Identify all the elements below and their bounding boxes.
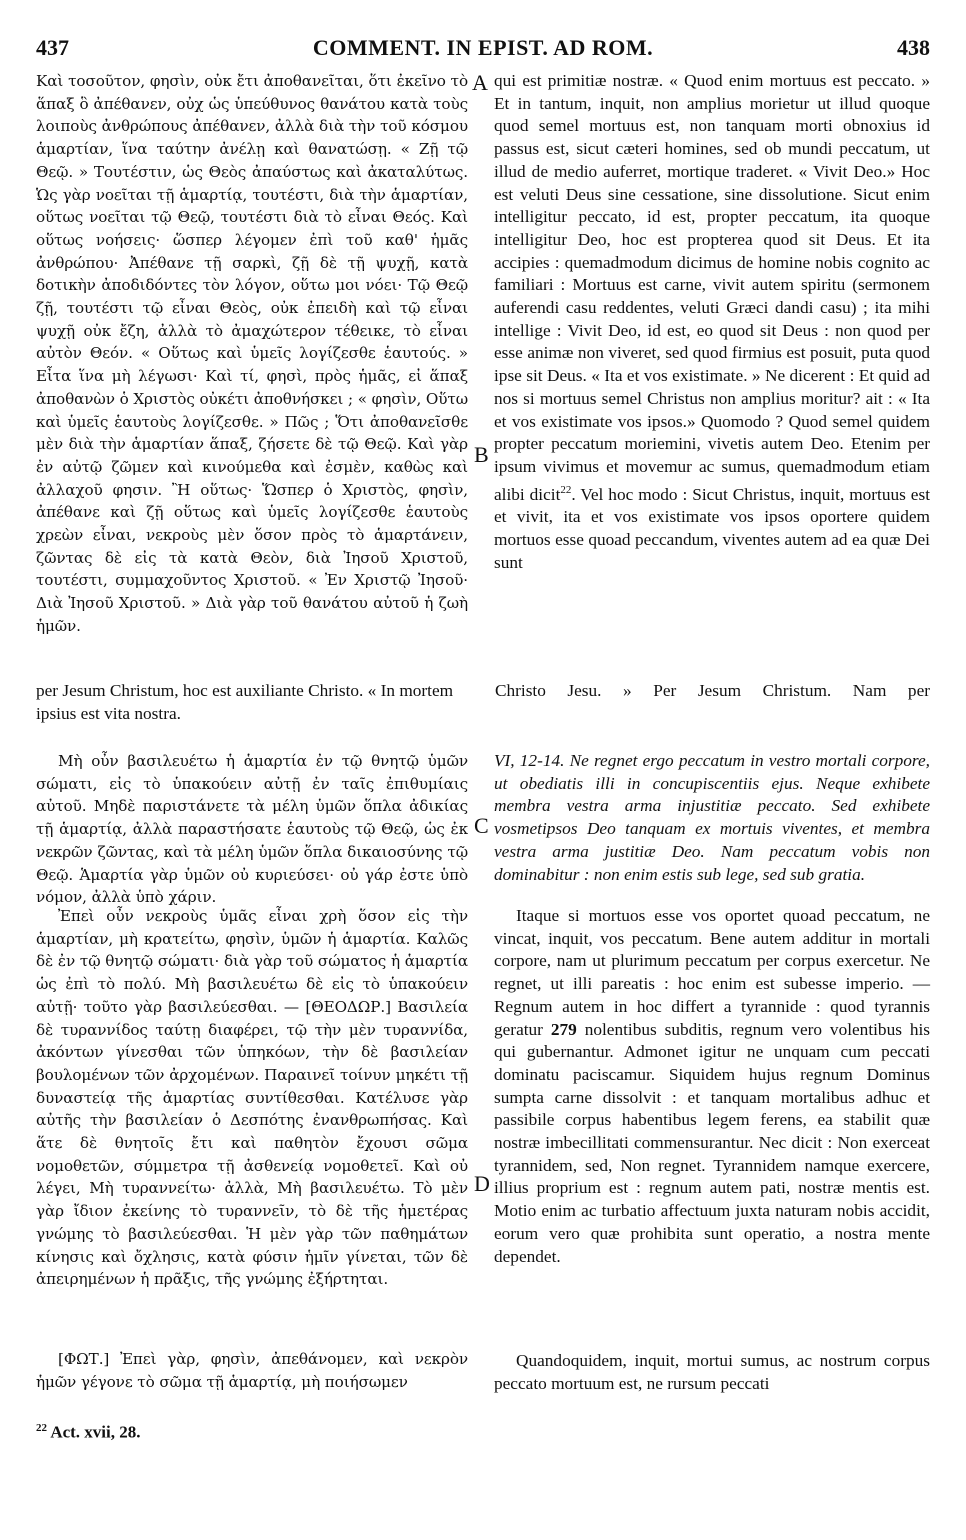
latin-paragraph-2 (494, 905, 930, 1268)
section-marker-c: C (474, 813, 489, 838)
greek-paragraph-2: Μὴ οὖν βασιλευέτω ἡ ἁμαρτία ἐν τῷ θνητῷ ὑμῶν σώματι, εἰς τὸ ὑπακούειν αὐτῇ ἐν ταῖς ἐπιθυμίαις αὐτοῦ. Μηδὲ παριστάνετε τὰ μέλη ὑμῶν ὅπλα ἀδικίας τῇ ἁμαρτίᾳ, ἀλλὰ παραστήσατε ἑαυτοὺς τῷ Θεῷ, ὡς ἐκ νεκρῶν ζῶντας, καὶ τὰ μέλη ὑμῶν ὅπλα δικαιοσύνης τῷ Θεῷ. Ἁμαρτία γὰρ ὑμῶν οὐ κυριεύσει· οὐ γάρ ἐστε ὑπὸ νόμον, ἀλλὰ ὑπὸ χάριν. (36, 752, 468, 907)
bridge-left-text: per Jesum Christum, hoc est auxiliante Christo. « In mortem ipsius est vita nostra. (36, 681, 454, 723)
latin-column-section-2 (494, 905, 930, 1343)
verse-block (494, 750, 930, 884)
running-head (36, 36, 930, 60)
section-marker-d: D (474, 1171, 490, 1196)
verse-text: VI, 12-14. Ne regnet ergo peccatum in vestro mortali corpore, ut obediatis illi in concupiscentiis ejus. Neque exhibete membra vestra arma injustitiæ peccato. Sed exhibete vosmetipsos Deo tanquam ex mortuis viventes, et membra vestra arma justitiæ Deo. Nam peccatum vobis non dominabitur : non enim estis sub lege, sed sub gratia. (494, 751, 930, 884)
page-number-left: 437 (36, 35, 69, 60)
latin-column-section-3 (494, 1350, 930, 1398)
greek-column-section-1 (36, 70, 468, 678)
bridge-row (36, 680, 930, 725)
latin-column-section-1 (494, 70, 930, 678)
greek-column-section-3 (36, 905, 468, 1323)
latin-text-2a: Itaque si mortuos esse vos oportet quoad peccatum, ne vincat, inquit, vos peccatum. Bene autem additur in mortali corpore, nam ut plurimum peccatum per corpus exercetur. Ne regnet, ut illi pareatis : hoc enim est subesse imperio. — Regnum autem in hoc differt a tyrannide : quod tyrannis geratur (494, 906, 930, 1039)
section-marker-a: A (472, 70, 488, 95)
latin-text-1b: . Vel hoc modo : Sicut Christus, inquit, mortuus est et vivit, ita et vos existimate vos ipsos oportere quidem mortuos esse quoad peccandum, viventes autem ad ea quæ Dei sunt (494, 484, 930, 572)
latin-paragraph-1 (494, 70, 930, 574)
running-title: COMMENT. IN EPIST. AD ROM. (312, 35, 654, 60)
greek-column-section-2 (36, 750, 468, 907)
footnote-text: Act. xvii, 28. (50, 1422, 141, 1442)
greek-paragraph-4: [ΦΩΤ.] Ἐπεὶ γὰρ, φησὶν, ἀπεθάνομεν, καὶ νεκρὸν ἡμῶν γέγονε τὸ σῶμα τῇ ἁμαρτίᾳ, μὴ ποιήσωμεν (36, 1350, 468, 1391)
greek-paragraph-3: Ἐπεὶ οὖν νεκροὺς ὑμᾶς εἶναι χρὴ ὅσον εἰς τὴν ἁμαρτίαν, μὴ κρατείτω, φησὶν, ὑμῶν ἡ ἁμαρτία. Καλῶς δὲ ἐν τῷ θνητῷ σώματι· διὰ γὰρ τοῦ σώματος ἡ ἁμαρτία ὡς ἐπὶ τὸ πολύ. Μὴ βασιλευέτω δὲ εἰς τὸ ὑπακούειν αὐτῇ· τοῦτο γὰρ βασιλεύεσθαι. — [ΘΕΟΔΩΡ.] Βασιλεία δὲ τυραννίδος ταύτῃ διαφέρει, τῷ τὴν μὲν τυραννίδα, ἀκόντων γίνεσθαι τῶν ὑπηκόων, τὴν δὲ βασιλείαν βουλομένων τῶν ἀρχομένων. Παραινεῖ τοίνυν μηκέτι τῇ δυναστείᾳ τῆς ἁμαρτίας συντίθεσθαι. Κατέλυσε γὰρ αὐτῆς τὴν βασιλείαν ὁ Δεσπότης ἐνανθρωπήσας. Καὶ ἅτε δὲ θνητοῖς ἔτι καὶ παθητὸν ἔχουσι σῶμα νομοθετῶν, σύμμετρα τῇ ἀσθενείᾳ νομοθετεῖ. Καὶ οὐ λέγει, Μὴ τυραννείτω· ἀλλὰ, Μὴ βασιλευέτω. Τὸ μὲν γὰρ ἴδιον ἐκείνης τὸ τυραννεῖν, τὸ δὲ τῆς ἡμετέρας γνώμης τὸ βασιλεύεσθαι. Ἡ μὲν γὰρ τῶν παθημάτων κίνησις καὶ ὄχλησις, κατὰ φύσιν ἡμῖν γίνεται, τῶν δὲ ἀπειρημένων ἡ πρᾶξις, τῆς γνώμης ἐξήρτηται. (36, 907, 468, 1289)
footnote-number: 22 (36, 1422, 47, 1434)
bridge-line (36, 680, 930, 725)
margin-number: 279 (550, 1019, 577, 1039)
greek-column-section-4 (36, 1348, 468, 1396)
footnote (36, 1422, 141, 1443)
page-number-right: 438 (897, 35, 930, 60)
bridge-right-text: Christo Jesu. » Per Jesum Christum. Nam per (494, 681, 930, 700)
greek-paragraph-1: Καὶ τοσοῦτον, φησὶν, οὐκ ἔτι ἀποθανεῖται, ὅτι ἐκεῖνο τὸ ἅπαξ ὃ ἀπέθανεν, οὐχ ὡς ὑπεύθυνος θανάτου κατὰ τοὺς λοιποὺς ἀνθρώπους ἀπέθανεν, ἀλλὰ διὰ τὴν τοῦ κόσμου ἁμαρτίαν, ἵνα ταύτην ἀνέλῃ καὶ θανατώσῃ. « Ζῇ τῷ Θεῷ. » Τουτέστιν, ὡς Θεὸς ἀπαύστως καὶ ἀκαταλύτως. Ὡς γὰρ νοεῖται τῇ ἁμαρτίᾳ, τουτέστι, διὰ τὴν ἁμαρτίαν, οὕτως νοεῖται τῷ Θεῷ, τουτέστι διὰ τὸ εἶναι Θεός. Καὶ οὕτως νοήσεις· ὥσπερ λέγομεν ἐπὶ τοῦ καθ' ἡμᾶς ἀνθρώπου· Ἀπέθανε τῇ σαρκὶ, ζῇ δὲ τῇ ψυχῇ, κατὰ δοτικὴν ἀποδιδόντες τὸν λόγον, οὕτω μοι νόει· Τῷ Θεῷ ζῇ, τουτέστι τῷ εἶναι Θεὸς, οὐκ ἐπειδὴ καὶ τῷ εἶναι ψυχῇ οὐκ ἔζη, ἀλλὰ τὸ ἀμαχώτερον τέθεικε, τὸ εἶναι αὐτὸν Θεόν. « Οὕτως καὶ ὑμεῖς λογίζεσθε ἑαυτούς. » Εἶτα ἵνα μὴ λέγωσι· Καὶ τί, φησὶ, πρὸς ἡμᾶς, εἰ ἅπαξ ἀποθανὼν ὁ Χριστὸς οὐκέτι ἀποθνήσκει ; « φησὶν, Οὕτω καὶ ὑμεῖς ἑαυτοὺς λογίζεσθε. » Πῶς ; Ὅτι ἀποθανεῖσθε μὲν διὰ τὴν ἁμαρτίαν ἅπαξ, ζήσετε δὲ τῷ Θεῷ. Καὶ γὰρ ἐν αὐτῷ ζῶμεν καὶ κινούμεθα καὶ ἐσμὲν, καθὼς καὶ ἀλλαχοῦ φησιν. Ἢ οὕτως· Ὥσπερ ὁ Χριστὸς, φησὶν, ἀπέθανε καὶ ζῇ οὕτως καὶ ὑμεῖς λογίζεσθε ἑαυτοὺς χρεὼν εἶναι, νεκροὺς μὲν ὅσον πρὸς τὸ ἁμαρτάνειν, ζῶντας δὲ εἰς τὰ κατὰ Θεὸν, διὰ Ἰησοῦ Χριστοῦ, τουτέστι, συμμαχοῦντος Χριστοῦ. « Ἐν Χριστῷ Ἰησοῦ· Διὰ Ἰησοῦ Χριστοῦ. » Διὰ γὰρ τοῦ θανάτου αὐτοῦ ἡ ζωὴ ἡμῶν. (36, 72, 468, 635)
section-marker-b: B (474, 442, 489, 467)
latin-text-1a: qui est primitiæ nostræ. « Quod enim mortuus est peccato. » Et in tantum, inquit, non amplius morietur ut illud quoque quod semel mortuus est, non tanquam morti obnoxius id passus est, sicut cæteri homines, sed ob mundi peccatum, ut illud de medio auferret, mortique traderet. « Vivit Deo.» Hoc est veluti Deus sine cessatione, sine dissolutione. Sicut enim intelligitur peccato, id est, propter peccatum, ita quoque intelligitur Deo, hoc est propterea quod sit Deus. Et ita accipies : quemadmodum dicimus de homine nobis cognito ac familiari : Mortuus est carne, vivit autem spiritu (sermonem auferendi casu reddentes, veluti Græci dandi casu) ; ita mihi intellige : Vivit Deo, id est, eo quod sit Deus : non quod per esse animæ non viveret, sed quod firmius est posuit, puta quod ipse sit Deus. « Ita et vos existimate. » Ne dicerent : Et quid ad nos si mortuus semel Christus non amplius moritur? ait : « Ita et vos existimate vos ipsos.» Quomodo ? Quod semel quidem propter peccatum moriemini, vivetis autem Deo. Etenim per ipsum vivimus et movemur ac sumus, quemadmodum etiam alibi dicit (494, 71, 930, 504)
latin-paragraph-3: Quandoquidem, inquit, mortui sumus, ac nostrum corpus peccato mortuum est, ne rursum peccati (494, 1351, 930, 1393)
footnote-ref: 22 (560, 483, 572, 496)
latin-text-2b: nolentibus subditis, regnum vero volentibus his qui gubernantur. Admonet igitur ne unquam cum peccati dominatu paciscamur. Siquidem hujus regnum Dominus sumpta carne dissolvit : et tanquam mortalibus adhuc et passibile corpus habentibus legem ferens, ea stabilit quæ nostræ imbecillitati commensurantur. Nec dicit : Non exerceat tyrannidem, sed, Non regnet. Tyrannidem namque exercere, illius proprium est : regnum autem pati, nostræ mentis est. Motio enim ac turbatio affectuum juxta naturam nobis accidit, eorum vero quæ prohibita sunt operatio, a nostra mente dependet. (494, 1019, 931, 1266)
